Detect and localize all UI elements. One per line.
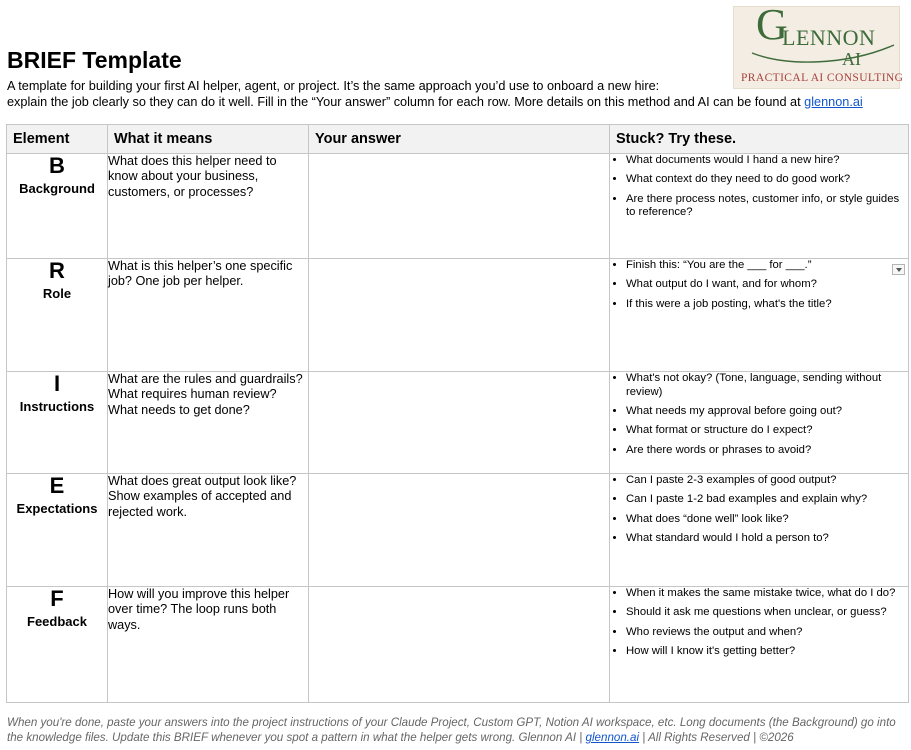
tips-list — [610, 474, 908, 546]
element-cell — [7, 587, 108, 703]
tip-item: • What output do I want, and for whom? — [626, 278, 908, 292]
glennon-ai-logo — [733, 0, 904, 89]
logo-lennon-text: LENNON — [782, 25, 876, 50]
what-it-means-cell: What are the rules and guardrails? What requires human review? What needs to get done? — [108, 372, 309, 474]
tip-item: • What documents would I hand a new hire? — [626, 154, 908, 168]
element-name: Expectations — [16, 501, 98, 517]
row-expectations — [7, 474, 909, 587]
your-answer-cell[interactable] — [309, 372, 610, 474]
intro-text — [7, 79, 907, 110]
what-it-means-cell: How will you improve this helper over time? The loop runs both ways. — [108, 587, 309, 703]
tip-item: • Are there words or phrases to avoid? — [626, 444, 908, 458]
tip-item: • When it makes the same mistake twice, what do I do? — [626, 587, 908, 601]
element-cell — [7, 259, 108, 372]
tip-item: • What context do they need to do good work? — [626, 173, 908, 187]
header-element: Element — [7, 125, 108, 154]
tips-list — [610, 154, 908, 220]
element-letter: E — [49, 473, 65, 498]
logo-ai-text: AI — [842, 49, 861, 69]
header-your-answer: Your answer — [309, 125, 610, 154]
row-instructions — [7, 372, 909, 474]
tip-item: • How will I know it's getting better? — [626, 645, 908, 659]
tip-item: • What does “done well” look like? — [626, 513, 908, 527]
your-answer-cell[interactable] — [309, 259, 610, 372]
element-name: Background — [19, 181, 95, 197]
intro-line-1: A template for building your first AI helper, agent, or project. It’s the same approach you’d use to onboard a new hire: — [7, 79, 660, 93]
footer-note — [7, 715, 909, 745]
tip-item: • If this were a job posting, what's the title? — [626, 298, 908, 312]
brief-table — [6, 124, 909, 703]
what-it-means-cell: What does this helper need to know about your business, customers, or processes? — [108, 154, 309, 259]
header-stuck: Stuck? Try these. — [610, 125, 909, 154]
glennon-ai-link[interactable]: glennon.ai — [804, 94, 863, 109]
element-letter: B — [49, 153, 65, 178]
tip-item: • Should it ask me questions when unclear, or guess? — [626, 606, 908, 620]
logo-tagline: PRACTICAL AI CONSULTING — [741, 72, 904, 84]
tip-item: • What's not okay? (Tone, language, sending without review) — [626, 372, 908, 400]
tips-list — [610, 372, 908, 457]
tip-item: • What needs my approval before going out? — [626, 405, 908, 419]
header-row — [7, 125, 909, 154]
what-it-means-cell: What is this helper’s one specific job? One job per helper. — [108, 259, 309, 372]
tip-item: • What standard would I hold a person to? — [626, 532, 908, 546]
your-answer-cell[interactable] — [309, 474, 610, 587]
element-letter: R — [49, 258, 65, 283]
row-feedback — [7, 587, 909, 703]
tip-item: • Can I paste 2-3 examples of good output? — [626, 474, 908, 488]
element-name: Role — [42, 286, 72, 302]
tip-item: • Can I paste 1-2 bad examples and explain why? — [626, 493, 908, 507]
intro-line-2 — [7, 95, 907, 111]
your-answer-cell[interactable] — [309, 154, 610, 259]
element-cell — [7, 372, 108, 474]
what-it-means-cell: What does great output look like? Show examples of accepted and rejected work. — [108, 474, 309, 587]
element-cell — [7, 474, 108, 587]
footer-glennon-ai-link[interactable]: glennon.ai — [585, 731, 640, 744]
element-name: Feedback — [27, 614, 87, 630]
tip-item: • What format or structure do I expect? — [626, 424, 908, 438]
logo-g-letter: G — [756, 0, 788, 49]
header-what-it-means: What it means — [108, 125, 309, 154]
stuck-tips-cell — [610, 154, 909, 259]
logo-swoosh-icon — [748, 37, 898, 67]
footer-suffix: | All Rights Reserved | ©2026 — [639, 731, 794, 744]
intro-line-2-text: explain the job clearly so they can do it well. Fill in the “Your answer” column for each row. More details on this method and AI can be found at — [7, 94, 805, 109]
tip-item: • Who reviews the output and when? — [626, 626, 908, 640]
row-role — [7, 259, 909, 372]
tips-list — [610, 259, 908, 311]
row-background — [7, 154, 909, 259]
stuck-tips-cell — [610, 372, 909, 474]
stuck-tips-cell — [610, 587, 909, 703]
tip-item: • Are there process notes, customer info, or style guides to reference? — [626, 193, 908, 221]
dropdown-arrow-icon[interactable] — [892, 264, 905, 275]
element-letter: F — [50, 586, 64, 611]
footer-text: When you're done, paste your answers into the project instructions of your Claude Project, Custom GPT, Notion AI workspace, etc. Long documents (the Background) go into the knowledge files. Update this BRIEF whenever you spot a pattern in what the helper gets wrong. Glennon AI | — [7, 716, 896, 744]
page-title: BRIEF Template — [7, 47, 182, 73]
element-cell — [7, 154, 108, 259]
tips-list — [610, 587, 908, 659]
element-letter: I — [53, 371, 61, 396]
tip-item: • Finish this: “You are the ___ for ___.” — [626, 259, 908, 273]
stuck-tips-cell — [610, 259, 909, 372]
stuck-tips-cell — [610, 474, 909, 587]
your-answer-cell[interactable] — [309, 587, 610, 703]
element-name: Instructions — [19, 399, 95, 415]
